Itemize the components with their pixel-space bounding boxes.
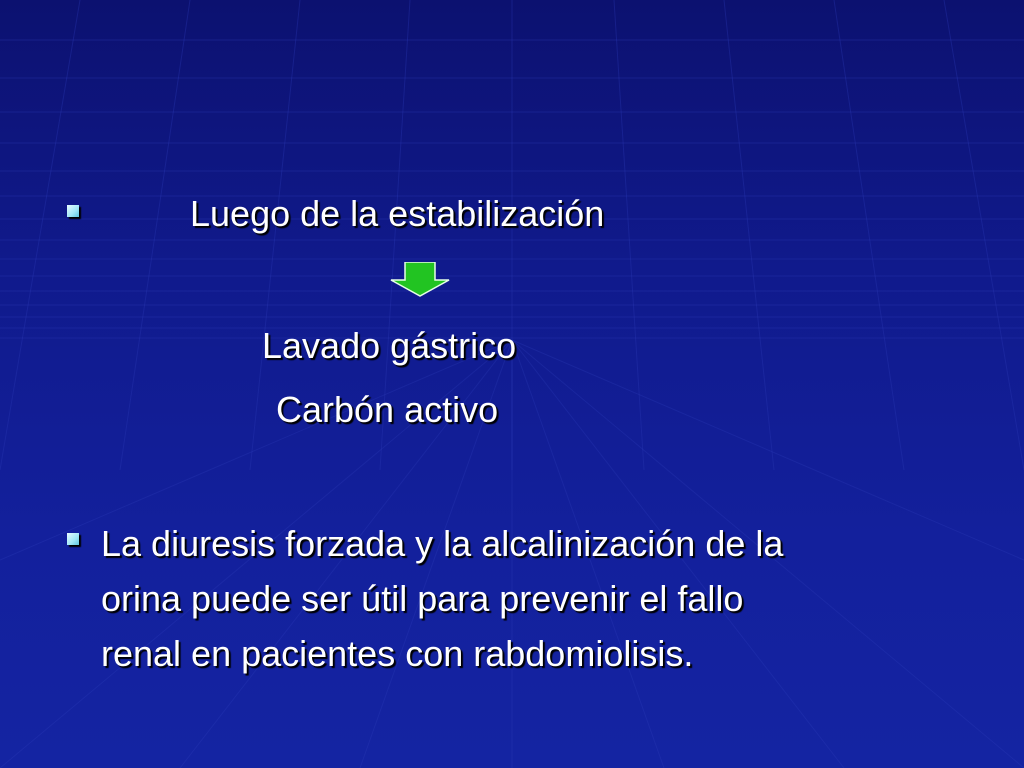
bullet1-heading: Luego de la estabilización bbox=[190, 193, 605, 234]
step-lavado-gastrico: Lavado gástrico bbox=[262, 325, 517, 366]
bullet2-line-1: La diuresis forzada y la alcalinización de la bbox=[101, 523, 784, 564]
down-arrow-icon bbox=[387, 262, 453, 298]
bullet2-line-2: orina puede ser útil para prevenir el fallo bbox=[101, 578, 744, 619]
square-bullet-icon bbox=[67, 533, 79, 545]
bullet2-line-3: renal en pacientes con rabdomiolisis. bbox=[101, 633, 694, 674]
square-bullet-icon bbox=[67, 205, 79, 217]
step-carbon-activo: Carbón activo bbox=[276, 389, 499, 430]
